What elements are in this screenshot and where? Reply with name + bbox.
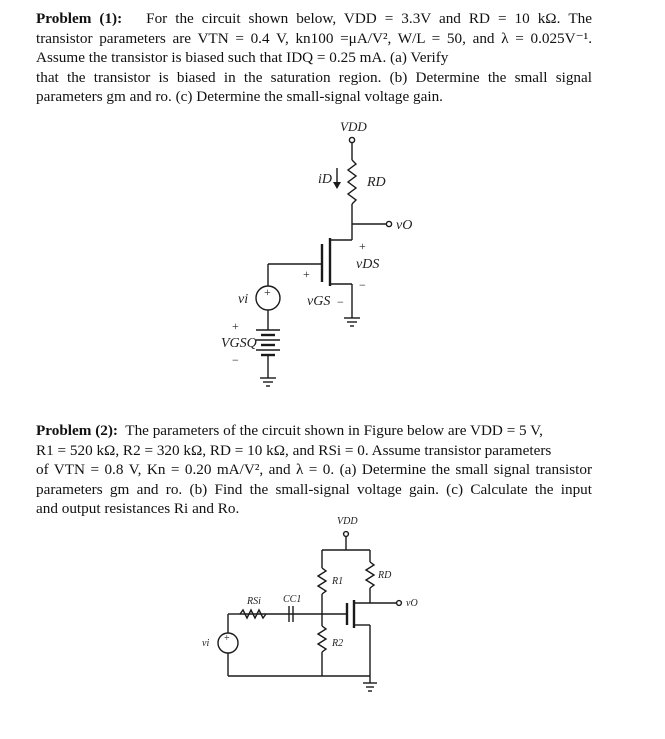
c2-r1-resistor bbox=[318, 568, 326, 594]
c2-r2-label: R2 bbox=[332, 638, 344, 649]
c2-vi-source-plus: + bbox=[224, 633, 230, 644]
c2-vdd-label: VDD bbox=[337, 516, 358, 527]
problem-2-line-1: Problem (2): The parameters of the circuit shown in Figure below are VDD = 5 V, bbox=[36, 422, 543, 439]
c1-vds-plus: + bbox=[359, 239, 366, 253]
c1-vi-label: vi bbox=[238, 292, 249, 307]
problem-1-line-4: that the transistor is biased in the saturation region. (b) Determine the small signal bbox=[36, 68, 592, 86]
c2-vdd-terminal bbox=[344, 532, 349, 537]
c1-vds-minus: − bbox=[359, 278, 366, 292]
problem-1-line-1: Problem (1): For the circuit shown below, VDD = 3.3V and RD = 10 kΩ. The bbox=[36, 10, 592, 27]
c1-vo-label: vO bbox=[396, 218, 413, 233]
c2-vo-terminal bbox=[397, 601, 402, 606]
problem-2-line-2: R1 = 520 kΩ, R2 = 320 kΩ, RD = 10 kΩ, and RSi = 0. Assume transistor parameters bbox=[36, 441, 552, 459]
c2-cc1-label: CC1 bbox=[283, 594, 302, 605]
c1-id-label: iD bbox=[318, 172, 332, 187]
c1-vi-source-plus: + bbox=[264, 285, 271, 299]
c2-rd-resistor bbox=[366, 562, 374, 588]
problem-1-line-5: parameters gm and ro. (c) Determine the small-signal voltage gain. bbox=[36, 88, 443, 106]
c1-rd-label: RD bbox=[367, 175, 386, 190]
c1-vgsq-plus: + bbox=[232, 319, 239, 333]
c2-r2-resistor bbox=[318, 626, 326, 652]
c1-vgs-plus: + bbox=[303, 267, 310, 281]
problem-1-heading: Problem (1): bbox=[36, 10, 123, 27]
c1-vgs-label: vGS bbox=[307, 294, 331, 309]
problem-2-line-5: and output resistances Ri and Ro. bbox=[36, 500, 240, 518]
c2-vo-label: vO bbox=[406, 598, 418, 609]
problem-2-line-3: of VTN = 0.8 V, Kn = 0.20 mA/V², and λ = 0. (a) Determine the small signal transistor bbox=[36, 461, 592, 479]
c1-vgs-minus: − bbox=[337, 295, 344, 309]
c2-rd-label: RD bbox=[378, 570, 392, 581]
c1-vgsq-minus: − bbox=[232, 353, 239, 367]
problem-2-heading: Problem (2): bbox=[36, 422, 118, 439]
c1-vdd-label: VDD bbox=[340, 119, 367, 134]
problem-1-line-3: Assume the transistor is biased such that IDQ = 0.25 mA. (a) Verify bbox=[36, 49, 449, 67]
c1-vds-label: vDS bbox=[356, 257, 380, 272]
c1-vgsq-label: VGSQ bbox=[221, 336, 257, 351]
c2-r1-label: R1 bbox=[332, 576, 344, 587]
problem-2-line-4: parameters gm and ro. (b) Find the small-signal voltage gain. (c) Calculate the input bbox=[36, 480, 592, 498]
c2-rsi-label: RSi bbox=[247, 596, 261, 607]
c2-vi-label: vi bbox=[202, 638, 210, 649]
problem-1-line-2: transistor parameters are VTN = 0.4 V, kn100 =μA/V², W/L = 50, and λ = 0.025V⁻¹. bbox=[36, 29, 592, 47]
